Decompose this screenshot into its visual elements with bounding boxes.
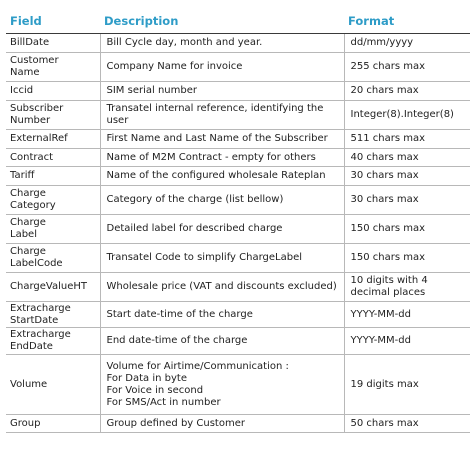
description-cell [100, 53, 344, 82]
format-cell [344, 101, 470, 130]
description-cell-line: Group defined by Customer [106, 417, 245, 429]
description-cell [100, 82, 344, 101]
table-row [6, 82, 470, 101]
format-cell-line: 30 chars max [350, 170, 419, 181]
description-cell-line: Wholesale price (VAT and discounts excluded) [106, 281, 337, 292]
description-cell [100, 101, 344, 130]
table-row [6, 167, 470, 186]
format-cell [344, 167, 470, 186]
description-cell-line: Name of M2M Contract - empty for others [106, 151, 316, 163]
format-cell-line: 10 digits with 4 [350, 275, 428, 286]
description-cell-line: Category of the charge (list bellow) [106, 194, 284, 205]
field-cell-line: Charge [10, 246, 46, 257]
field-cell-line: Volume [10, 378, 48, 390]
field-cell [6, 34, 100, 53]
format-cell [344, 186, 470, 215]
table-body [6, 34, 470, 433]
format-cell [344, 244, 470, 273]
format-cell [344, 355, 470, 415]
format-cell-line: 40 chars max [350, 151, 419, 163]
field-cell-line: Tariff [10, 170, 35, 181]
description-cell [100, 273, 344, 302]
description-cell [100, 186, 344, 215]
field-cell [6, 82, 100, 101]
table-row [6, 101, 470, 130]
header-field: Field [6, 10, 100, 34]
table-row [6, 244, 470, 273]
field-cell-line: StartDate [10, 314, 59, 326]
format-cell [344, 130, 470, 149]
table-row [6, 302, 470, 328]
format-cell-line: 19 digits max [350, 378, 419, 390]
description-cell [100, 167, 344, 186]
format-cell [344, 34, 470, 53]
field-cell-line: Name [10, 67, 40, 78]
field-cell-line: Label [10, 229, 37, 240]
description-cell-line: Detailed label for described charge [106, 223, 283, 234]
format-cell [344, 328, 470, 355]
field-cell [6, 186, 100, 215]
table-row [6, 186, 470, 215]
format-cell-line: decimal places [350, 287, 426, 298]
table-row [6, 355, 470, 415]
description-cell-line: Transatel internal reference, identifying the user [106, 103, 324, 126]
description-cell [100, 328, 344, 355]
field-cell-line: Group [10, 417, 41, 429]
format-cell [344, 53, 470, 82]
format-cell [344, 215, 470, 244]
field-cell-line: Customer [10, 55, 59, 66]
description-cell [100, 244, 344, 273]
table-row [6, 328, 470, 355]
field-cell [6, 244, 100, 273]
field-cell [6, 149, 100, 167]
description-cell-line: SIM serial number [106, 85, 197, 96]
field-cell [6, 101, 100, 130]
description-cell-line: Name of the configured wholesale Rateplan [106, 170, 326, 181]
table-row [6, 273, 470, 302]
description-cell-line: Volume for Airtime/Communication : [106, 360, 289, 372]
description-cell [100, 34, 344, 53]
table-row [6, 53, 470, 82]
format-cell [344, 149, 470, 167]
description-cell-line: For SMS/Act in number [106, 396, 221, 408]
field-cell [6, 53, 100, 82]
field-cell [6, 355, 100, 415]
description-cell-line: For Voice in second [106, 384, 204, 396]
format-cell-line: YYYY-MM-dd [350, 308, 411, 320]
field-spec-table [6, 10, 470, 433]
field-cell-line: Category [10, 200, 56, 211]
header-description: Description [100, 10, 344, 34]
description-cell-line: Start date-time of the charge [106, 308, 253, 320]
format-cell [344, 273, 470, 302]
field-cell [6, 130, 100, 149]
field-cell-line: LabelCode [10, 258, 63, 269]
field-cell-line: BillDate [10, 37, 50, 48]
format-cell-line: 30 chars max [350, 194, 419, 205]
field-cell-line: Charge [10, 217, 46, 228]
table-row [6, 130, 470, 149]
description-cell-line: End date-time of the charge [106, 335, 248, 346]
description-cell [100, 302, 344, 328]
field-cell-line: Number [10, 115, 51, 126]
header-row [6, 10, 470, 34]
format-cell-line: 50 chars max [350, 417, 419, 429]
description-cell-line: First Name and Last Name of the Subscriber [106, 133, 328, 144]
table-row [6, 215, 470, 244]
table-row [6, 149, 470, 167]
format-cell [344, 302, 470, 328]
field-cell-line: Extracharge [10, 329, 71, 340]
field-cell-line: Extracharge [10, 302, 71, 314]
description-cell-line: Transatel Code to simplify ChargeLabel [106, 252, 303, 263]
field-cell [6, 302, 100, 328]
description-cell [100, 130, 344, 149]
format-cell-line: 255 chars max [350, 61, 426, 72]
format-cell-line: YYYY-MM-dd [350, 335, 411, 346]
table-row [6, 415, 470, 433]
field-cell-line: ExternalRef [10, 133, 68, 144]
field-cell [6, 215, 100, 244]
description-cell [100, 415, 344, 433]
field-cell [6, 415, 100, 433]
header-format: Format [344, 10, 470, 34]
field-cell [6, 328, 100, 355]
format-cell-line: 150 chars max [350, 252, 426, 263]
field-cell-line: ChargeValueHT [10, 281, 87, 292]
field-cell [6, 273, 100, 302]
description-cell [100, 215, 344, 244]
table-header [6, 10, 470, 34]
format-cell [344, 82, 470, 101]
format-cell-line: Integer(8).Integer(8) [350, 109, 454, 120]
field-cell-line: Contract [10, 151, 54, 163]
format-cell-line: 20 chars max [350, 85, 419, 96]
field-cell-line: Subscriber [10, 103, 64, 114]
description-cell [100, 355, 344, 415]
field-cell-line: EndDate [10, 341, 53, 352]
format-cell-line: dd/mm/yyyy [350, 37, 414, 48]
format-cell-line: 150 chars max [350, 223, 426, 234]
description-cell [100, 149, 344, 167]
format-cell [344, 415, 470, 433]
field-cell-line: Iccid [10, 85, 34, 96]
description-cell-line: Company Name for invoice [106, 61, 243, 72]
table-row [6, 34, 470, 53]
description-cell-line: For Data in byte [106, 372, 187, 384]
field-cell-line: Charge [10, 188, 46, 199]
format-cell-line: 511 chars max [350, 133, 426, 144]
description-cell-line: Bill Cycle day, month and year. [106, 37, 263, 48]
field-cell [6, 167, 100, 186]
